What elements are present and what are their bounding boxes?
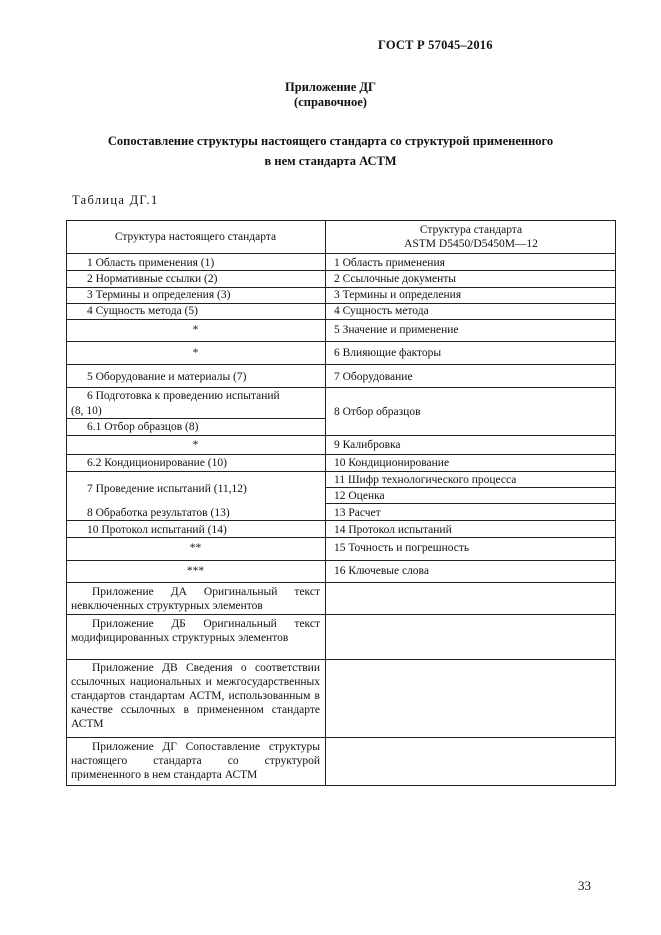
header-right-line2: ASTM D5450/D5450M—12 <box>404 238 538 250</box>
left-cell: 2 Нормативные ссылки (2) <box>87 273 218 285</box>
document-title-line2: в нем стандарта АСТМ <box>264 154 397 168</box>
header-right <box>326 223 616 251</box>
right-cell: 5 Значение и применение <box>334 324 459 336</box>
right-cell: 8 Отбор образцов <box>334 406 421 418</box>
header-left: Структура настоящего стандарта <box>114 231 277 243</box>
right-cell: 16 Ключевые слова <box>334 565 429 577</box>
left-cell-appendix: Приложение ДА Оригинальный текст невключенных структурных элементов <box>71 586 320 612</box>
standard-code: ГОСТ Р 57045–2016 <box>378 38 493 52</box>
left-cell-asterisk: * <box>192 347 199 359</box>
left-cell: 10 Протокол испытаний (14) <box>87 524 227 536</box>
right-cell: 12 Оценка <box>334 490 385 502</box>
right-cell: 11 Шифр технологического процесса <box>334 474 517 486</box>
right-cell: 14 Протокол испытаний <box>334 524 452 536</box>
right-cell: 15 Точность и погрешность <box>334 542 470 554</box>
left-cell-asterisk: *** <box>186 565 205 577</box>
right-cell: 1 Область применения <box>334 257 445 269</box>
header-right-line1: Структура стандарта <box>419 224 523 236</box>
left-cell-appendix: Приложение ДГ Сопоставление структуры настоящего стандарта со структурой примененного в нем стандарта АСТМ <box>71 741 320 781</box>
left-cell-appendix: Приложение ДВ Сведения о соответствии ссылочных национальных и межгосударственных стандартов стандартам АСТМ, использованным в качестве ссылочных в примененном стандарте АСТМ <box>71 662 320 730</box>
right-cell: 2 Ссылочные документы <box>334 273 457 285</box>
left-cell: 3 Термины и определения (3) <box>87 289 231 301</box>
right-cell: 13 Расчет <box>334 507 381 519</box>
right-cell: 10 Кондиционирование <box>334 457 450 469</box>
right-cell: 3 Термины и определения <box>334 289 462 301</box>
left-cell: 8 Обработка результатов (13) <box>87 507 230 519</box>
left-cell: (8, 10) <box>71 405 102 417</box>
right-cell: 4 Сущность метода <box>334 305 429 317</box>
left-cell-asterisk: * <box>192 324 199 336</box>
page-number: 33 <box>578 878 591 893</box>
left-cell: 1 Область применения (1) <box>87 257 215 269</box>
document-title <box>0 131 661 171</box>
left-cell: 5 Оборудование и материалы (7) <box>87 371 247 383</box>
left-cell: 6 Подготовка к проведению испытаний <box>87 390 280 402</box>
left-cell-appendix: Приложение ДБ Оригинальный текст модифицированных структурных элементов <box>71 618 320 644</box>
left-cell: 6.1 Отбор образцов (8) <box>87 421 199 433</box>
right-cell: 6 Влияющие факторы <box>334 347 442 359</box>
left-cell: 4 Сущность метода (5) <box>87 305 198 317</box>
appendix-title: Приложение ДГ <box>285 80 376 94</box>
appendix-subtitle: (справочное) <box>294 95 367 109</box>
left-cell-asterisk: ** <box>189 542 202 554</box>
table-label: Таблица ДГ.1 <box>72 193 159 207</box>
left-cell: 7 Проведение испытаний (11,12) <box>87 483 247 495</box>
left-cell: 6.2 Кондиционирование (10) <box>87 457 227 469</box>
comparison-table <box>66 220 616 786</box>
right-cell: 7 Оборудование <box>334 371 413 383</box>
left-cell-asterisk: * <box>192 439 199 451</box>
document-title-line1: Сопоставление структуры настоящего стандарта со структурой примененного <box>107 134 554 148</box>
right-cell: 9 Калибровка <box>334 439 401 451</box>
appendix-heading <box>0 80 661 110</box>
